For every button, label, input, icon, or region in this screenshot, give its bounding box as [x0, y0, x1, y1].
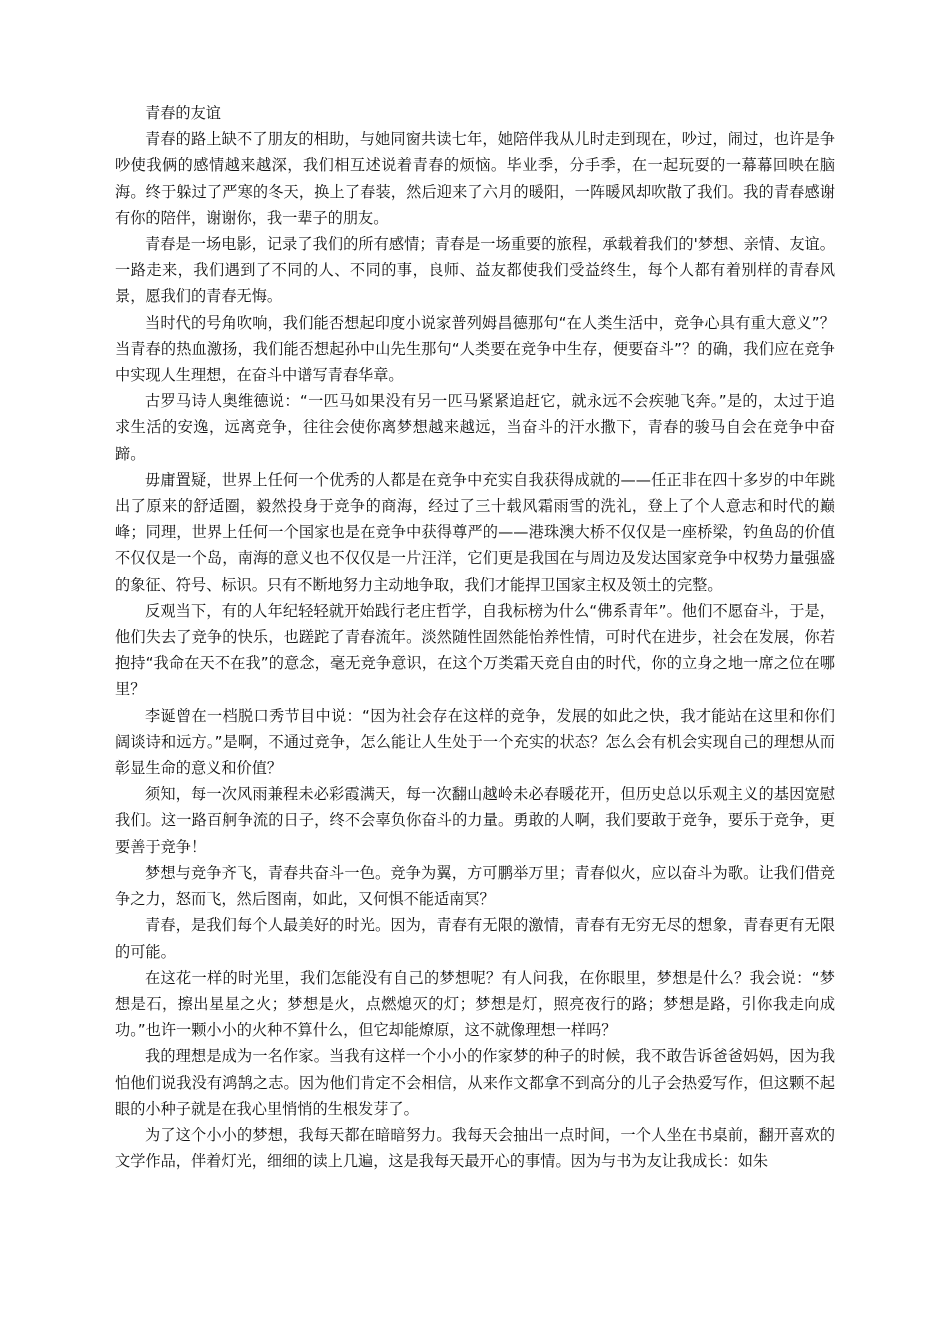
paragraph: 青春的路上缺不了朋友的相助，与她同窗共读七年，她陪伴我从儿时走到现在，吵过，闹过，也许是争吵使我俩的感情越来越深，我们相互述说着青春的烦恼。毕业季，分手季，在一起玩耍的一幕幕回映在脑海。终于躲过了严寒的冬天，换上了春装，然后迎来了六月的暖阳，一阵暖风却吹散了我们。我的青春感谢有你的陪伴，谢谢你，我一辈子的朋友。	[115, 130, 835, 227]
paragraph: 梦想与竞争齐飞，青春共奋斗一色。竞争为翼，方可鹏举万里；青春似火，应以奋斗为歌。让我们借竞争之力，怒而飞，然后图南，如此，又何惧不能适南冥？	[115, 863, 835, 909]
document-title: 青春的友谊	[145, 104, 221, 122]
paragraph: 为了这个小小的梦想，我每天都在暗暗努力。我每天会抽出一点时间，一个人坐在书桌前，翻开喜欢的文学作品，伴着灯光，细细的读上几遍，这是我每天最开心的事情。因为与书为友让我成长：如朱	[115, 1125, 835, 1171]
paragraph: 青春，是我们每个人最美好的时光。因为，青春有无限的激情，青春有无穷无尽的想象，青春更有无限的可能。	[115, 916, 835, 961]
paragraph: 须知，每一次风雨兼程未必彩霞满天，每一次翻山越岭未必春暖花开，但历史总以乐观主义的基因宽慰我们。这一路百舸争流的日子，终不会辜负你奋斗的力量。勇敢的人啊，我们要敢于竞争，要乐于竞争，更要善于竞争！	[115, 785, 835, 856]
paragraph: 古罗马诗人奥维德说：“一匹马如果没有另一匹马紧紧追赶它，就永远不会疾驰飞奔。”是的，太过于追求生活的安逸，远离竞争，往往会使你离梦想越来越远，当奋斗的汗水撒下，青春的骏马自会在竞争中奋蹄。	[115, 392, 835, 463]
paragraph: 我的理想是成为一名作家。当我有这样一个小小的作家梦的种子的时候，我不敢告诉爸爸妈妈，因为我怕他们说我没有鸿鹄之志。因为他们肯定不会相信，从来作文都拿不到高分的儿子会热爱写作，但这颗不起眼的小种子就是在我心里悄悄的生根发芽了。	[115, 1047, 835, 1118]
paragraph: 李诞曾在一档脱口秀节目中说：“因为社会存在这样的竞争，发展的如此之快，我才能站在这里和你们阔谈诗和远方。”是啊，不通过竞争，怎么能让人生处于一个充实的状态？怎么会有机会实现自己的理想从而彰显生命的意义和价值？	[115, 706, 835, 778]
paragraph: 当时代的号角吹响，我们能否想起印度小说家普列姆昌德那句“在人类生活中，竞争心具有重大意义”？当青春的热血激扬，我们能否想起孙中山先生那句“人类要在竞争中生存，便要奋斗”？的确，我们应在竞争中实现人生理想，在奋斗中谱写青春华章。	[115, 313, 835, 385]
paragraph: 在这花一样的时光里，我们怎能没有自己的梦想呢？有人问我，在你眼里，梦想是什么？我会说：“梦想是石，擦出星星之火；梦想是火，点燃熄灭的灯；梦想是灯，照亮夜行的路；梦想是路，引你我走向成功。”也许一颗小小的火种不算什么，但它却能燎原，这不就像理想一样吗？	[115, 968, 835, 1040]
document-page	[115, 100, 835, 1174]
paragraph: 反观当下，有的人年纪轻轻就开始践行老庄哲学，自我标榜为什么“佛系青年”。他们不愿奋斗，于是，他们失去了竞争的快乐，也蹉跎了青春流年。淡然随性固然能怡养性情，可时代在进步，社会在发展，你若抱持“我命在天不在我”的意念，毫无竞争意识，在这个万类霜天竞自由的时代，你的立身之地一席之位在哪里？	[115, 601, 835, 699]
paragraph: 毋庸置疑，世界上任何一个优秀的人都是在竞争中充实自我获得成就的——任正非在四十多岁的中年跳出了原来的舒适圈，毅然投身于竞争的商海，经过了三十载风霜雨雪的洗礼，登上了个人意志和时代的巅峰；同理，世界上任何一个国家也是在竞争中获得尊严的——港珠澳大桥不仅仅是一座桥梁，钓鱼岛的价值不仅仅是一个岛，南海的意义也不仅仅是一片汪洋，它们更是我国在与周边及发达国家竞争中权势力量强盛的象征、符号、标识。只有不断地努力主动地争取，我们才能捍卫国家主权及领土的完整。	[115, 470, 835, 594]
paragraph: 青春是一场电影，记录了我们的所有感情；青春是一场重要的旅程，承载着我们的'梦想、亲情、友谊。一路走来，我们遇到了不同的人、不同的事，良师、益友都使我们受益终生，每个人都有着别样的青春风景，愿我们的青春无悔。	[115, 235, 835, 306]
